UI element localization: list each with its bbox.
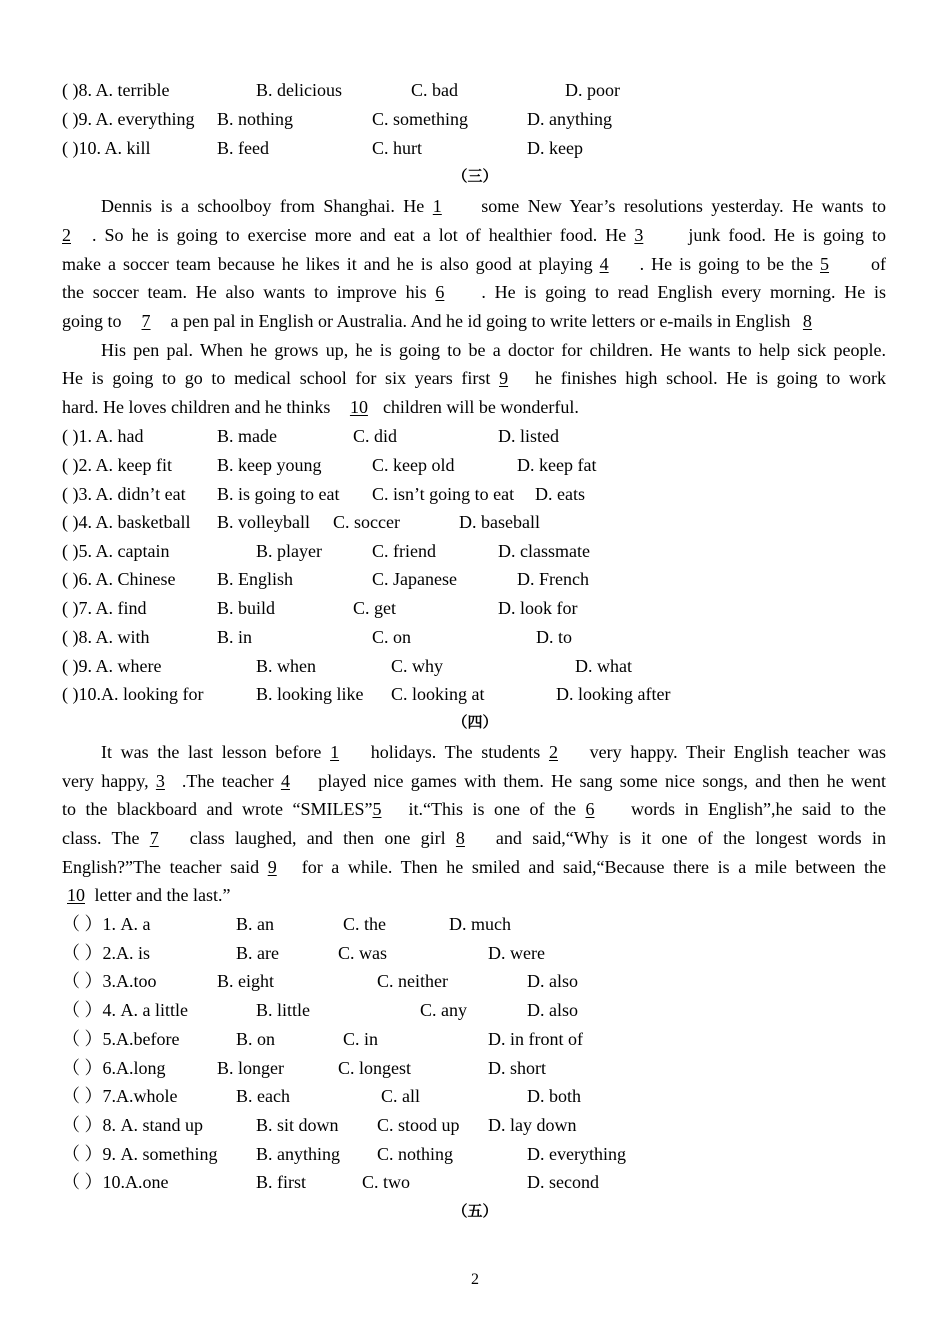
option-b: B. anything [256,1144,340,1164]
option-c: C. something [372,109,469,129]
passage-line: 2 . So he is going to exercise more and eat a lot of healthier food. He 3 junk food. He is going to [62,225,886,245]
option-d: D. what [575,656,632,676]
option-c: C. isn’t going to eat [372,484,515,504]
question-number-option-a: （ ）7.A.whole [62,1086,178,1106]
option-b: B. first [256,1172,307,1192]
passage-line: 10 letter and the last.” [62,884,230,906]
option-b: B. is going to eat [217,484,340,504]
passage-line: class. The 7 class laughed, and then one girl 8 and said,“Why is it one of the longest words in [62,828,886,848]
option-c: C. neither [377,971,448,991]
passage-line: Dennis is a schoolboy from Shanghai. He 1 some New Year’s resolutions yesterday. He wants to [101,196,887,216]
passage-line: make a soccer team because he likes it and he is also good at playing 4 . He is going to be the 5 of [62,254,886,274]
option-b: B. player [256,541,322,561]
option-d: D. keep fat [517,455,597,475]
blank: 3 [634,225,644,245]
question-number-option-a: ( )9. A. everything [62,109,195,129]
option-b: B. sit down [256,1115,339,1135]
question-number-option-a: （ ）4. A. a little [62,1000,188,1020]
blank: 7 [149,828,159,848]
option-c: C. Japanese [372,569,457,589]
option-b: B. feed [217,138,269,158]
blank: 1 [432,196,442,216]
option-c: C. stood up [377,1115,460,1135]
option-b: B. volleyball [217,512,310,532]
passage-line: He is going to go to medical school for six years first 9 he finishes high school. He is going to work [62,368,886,388]
option-b: B. English [217,569,294,589]
question-number-option-a: （ ）9. A. something [62,1144,218,1164]
blank: 10 [349,397,368,417]
option-d: D. were [488,943,545,963]
option-c: C. get [353,598,396,618]
question-number-option-a: ( )7. A. find [62,598,147,618]
blank: 4 [280,771,290,791]
question-number-option-a: ( )8. A. terrible [62,80,170,100]
blank: 2 [548,742,558,762]
question-number-option-a: ( )6. A. Chinese [62,569,176,589]
option-d: D. short [488,1058,546,1078]
option-b: B. keep young [217,455,322,475]
blank: 3 [155,771,165,791]
passage-line: English?”The teacher said 9 for a while. Then he smiled and said,“Because there is a mile between the [62,857,886,877]
question-number-option-a: （ ）3.A.too [62,971,157,991]
blank: 7 [141,311,151,331]
option-c: C. looking at [391,684,485,704]
option-d: D. both [527,1086,581,1106]
option-d: D. also [527,971,578,991]
question-number-option-a: ( )4. A. basketball [62,512,191,532]
option-d: D. eats [535,484,585,504]
question-number-option-a: （ ）1. A. a [62,914,151,934]
option-c: C. any [420,1000,467,1020]
option-d: D. in front of [488,1029,583,1049]
blank: 2 [62,225,71,245]
option-c: C. in [343,1029,379,1049]
option-d: D. everything [527,1144,626,1164]
blank: 9 [267,857,277,877]
option-b: B. longer [217,1058,284,1078]
option-b: B. when [256,656,316,676]
question-number-option-a: ( )8. A. with [62,627,150,647]
passage-line: the soccer team. He also wants to improve his 6 . He is going to read English every morning. He is [62,282,886,302]
option-b: B. made [217,426,277,446]
blank: 4 [599,254,609,274]
option-b: B. eight [217,971,274,991]
option-d: D. looking after [556,684,671,704]
option-b: B. an [236,914,274,934]
passage-line: to the blackboard and wrote “SMILES”5 it.“This is one of the 6 words in English”,he said to the [62,799,886,819]
option-c: C. bad [411,80,458,100]
question-number-option-a: （ ）6.A.long [62,1058,166,1078]
section-heading: （三） [452,167,498,185]
question-number-option-a: （ ）10.A.one [62,1172,169,1192]
option-d: D. much [449,914,511,934]
option-c: C. all [381,1086,420,1106]
blank: 8 [802,311,812,331]
option-d: D. to [536,627,572,647]
blank: 5 [372,799,382,819]
option-d: D. anything [527,109,612,129]
option-b: B. are [236,943,279,963]
option-d: D. look for [498,598,578,618]
option-d: D. poor [565,80,620,100]
option-d: D. lay down [488,1115,577,1135]
option-b: B. each [236,1086,290,1106]
option-c: C. did [353,426,398,446]
passage-line: It was the last lesson before 1 holidays. The students 2 very happy. Their English teacher was [101,742,886,762]
option-d: D. listed [498,426,559,446]
blank: 6 [435,282,445,302]
question-number-option-a: （ ）8. A. stand up [62,1115,203,1135]
option-c: C. soccer [333,512,400,532]
page-number: 2 [471,1271,479,1288]
question-number-option-a: ( )10.A. looking for [62,684,204,704]
option-d: D. keep [527,138,583,158]
option-b: B. build [217,598,276,618]
option-d: D. classmate [498,541,590,561]
blank: 8 [455,828,465,848]
blank: 5 [820,254,830,274]
option-b: B. looking like [256,684,364,704]
blank: 9 [499,368,509,388]
option-c: C. two [362,1172,411,1192]
question-number-option-a: ( )9. A. where [62,656,162,676]
option-c: C. the [343,914,386,934]
question-number-option-a: ( )10. A. kill [62,138,151,158]
question-number-option-a: （ ）5.A.before [62,1029,180,1049]
question-number-option-a: ( )3. A. didn’t eat [62,484,186,504]
passage-line: going to 7 a pen pal in English or Australia. And he id going to write letters or e-mails in English 8 [62,310,824,332]
option-b: B. little [256,1000,310,1020]
question-number-option-a: （ ）2.A. is [62,943,151,963]
option-c: C. nothing [377,1144,454,1164]
passage-line: very happy, 3 .The teacher 4 played nice games with them. He sang some nice songs, and then he went [62,771,886,791]
question-number-option-a: ( )1. A. had [62,426,144,446]
option-c: C. on [372,627,412,647]
option-b: B. on [236,1029,276,1049]
option-c: C. longest [338,1058,412,1078]
passage-line: hard. He loves children and he thinks 10 children will be wonderful. [62,397,579,417]
blank: 10 [67,885,85,905]
option-c: C. hurt [372,138,423,158]
question-number-option-a: ( )2. A. keep fit [62,455,172,475]
option-c: C. keep old [372,455,455,475]
question-number-option-a: ( )5. A. captain [62,541,170,561]
section-heading: （五） [452,1202,498,1220]
option-d: D. baseball [459,512,540,532]
passage-line: His pen pal. When he grows up, he is going to be a doctor for children. He wants to help sick people. [101,340,886,360]
option-d: D. also [527,1000,578,1020]
blank: 1 [330,742,340,762]
option-d: D. second [527,1172,599,1192]
option-c: C. friend [372,541,436,561]
option-c: C. why [391,656,444,676]
option-c: C. was [338,943,387,963]
section-heading: （四） [452,713,498,731]
option-b: B. in [217,627,253,647]
blank: 6 [585,799,595,819]
option-d: D. French [517,569,589,589]
option-b: B. delicious [256,80,342,100]
option-b: B. nothing [217,109,294,129]
